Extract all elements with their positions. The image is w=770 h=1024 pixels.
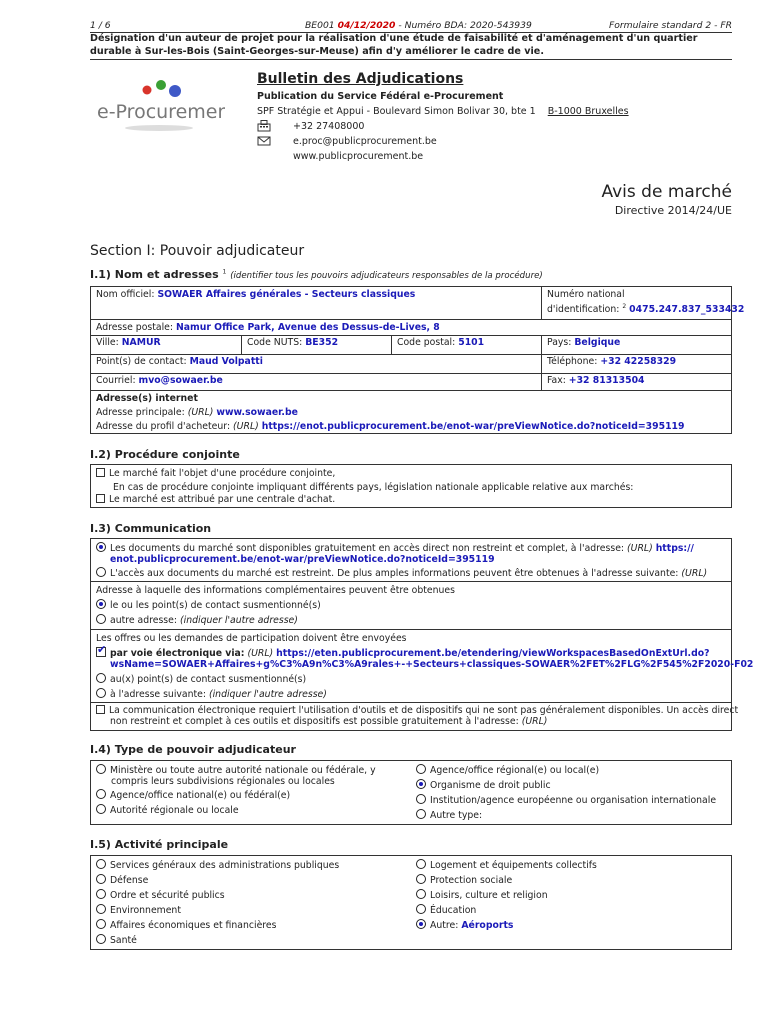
country: Belgique (574, 337, 621, 348)
joint-procedure-option[interactable]: Le marché fait l'objet d'une procédure conjointe, (96, 468, 726, 480)
central-purchasing-option[interactable]: Le marché est attribué par une centrale d'achat. (96, 494, 726, 506)
activity-public-order-radio[interactable] (96, 889, 106, 899)
notice-title: Avis de marché (601, 182, 732, 202)
postal-address-cell: Adresse postale: Namur Office Park, Avenue des Dessus-de-Lives, 8 (96, 322, 440, 333)
postal-code: 5101 (458, 337, 485, 348)
city-cell: Ville: NAMUR (96, 337, 161, 348)
central-purchasing-checkbox[interactable] (96, 494, 105, 503)
info-contact-option[interactable]: le ou les point(s) de contact susmentionné(s) (96, 599, 726, 612)
e-procurement-logo (95, 78, 225, 134)
submission-label: Les offres ou les demandes de participation doivent être envoyées (96, 633, 407, 644)
publication-info (257, 70, 677, 164)
section-title: Section I: Pouvoir adjudicateur (90, 243, 305, 259)
authority-regional-option[interactable]: Autorité régionale ou locale (96, 804, 726, 817)
authority-national-agency-radio[interactable] (96, 789, 106, 799)
activity-environment-option[interactable]: Environnement (96, 904, 726, 917)
nuts-cell: Code NUTS: BE352 (241, 335, 391, 354)
authority-regional-agency-option[interactable]: Agence/office régional(e) ou local(e) (416, 764, 726, 777)
nuts-code: BE352 (305, 337, 339, 348)
documents-free-option[interactable]: Les documents du marché sont disponibles gratuitement en accès direct non restreint et complet, à l'adresse: (URL) https:// (96, 542, 726, 555)
electronic-tools-option[interactable]: La communication électronique requiert l'utilisation d'outils et de dispositifs qui ne sont pas généralement disponibles. Un accès direct (96, 705, 726, 717)
activity-social-option[interactable]: Protection sociale (416, 874, 726, 887)
additional-info-label: Adresse à laquelle des informations complémentaires peuvent être obtenues (96, 585, 455, 596)
activity-leisure-radio[interactable] (416, 889, 426, 899)
submission-electronic-checkbox[interactable] (96, 647, 106, 657)
publication-address-row (257, 104, 677, 119)
publication-email[interactable]: e.proc@publicprocurement.be (293, 136, 437, 147)
country-cell: Pays: Belgique (541, 335, 732, 354)
publication-phone-row (257, 119, 677, 134)
fax: +32 81313504 (568, 375, 645, 386)
info-other-option[interactable]: autre adresse: (indiquer l'autre adresse) (96, 614, 726, 627)
joint-procedure-box (90, 464, 732, 508)
activity-other-option[interactable]: Autre: Aéroports (416, 919, 726, 932)
contact-person: Maud Volpatti (189, 356, 263, 367)
heading-i5: I.5) Activité principale (90, 838, 229, 851)
activity-defense-radio[interactable] (96, 874, 106, 884)
national-id-cell: Numéro national d'identification: $^2$ 0475.247.837_533432 (541, 287, 732, 319)
submission-contact-radio[interactable] (96, 673, 106, 683)
activity-public-order-option[interactable]: Ordre et sécurité publics (96, 889, 726, 902)
publication-phone: +32 27408000 (293, 121, 365, 132)
notice-reference: BE001 04/12/2020 - Numéro BDA: 2020-543939 (305, 20, 532, 31)
official-name: SOWAER Affaires générales - Secteurs classiques (157, 289, 416, 300)
form-type: Formulaire standard 2 - FR (608, 20, 732, 31)
electronic-tools-checkbox[interactable] (96, 705, 105, 714)
joint-procedure-checkbox[interactable] (96, 468, 105, 477)
submission-url[interactable]: wsName=SOWAER+Affaires+g%C3%A9n%C3%A9rales+-+Secteurs+classiques-SOWAER%2FET%2FLG%2F545%2F2020-F02 (110, 659, 754, 670)
authority-public-body-radio[interactable] (416, 779, 426, 789)
authority-public-body-option[interactable]: Organisme de droit public (416, 779, 726, 792)
documents-restricted-option[interactable]: L'accès aux documents du marché est restreint. De plus amples informations peuvent être obtenues à l'adresse suivante: (URL) (96, 567, 726, 580)
bulletin-title: Bulletin des Adjudications (257, 71, 464, 87)
notice-directive: Directive 2014/24/UE (614, 204, 732, 217)
email[interactable]: mvo@sowaer.be (138, 375, 223, 386)
publication-city: B-1000 Bruxelles (547, 106, 629, 117)
heading-i4: I.4) Type de pouvoir adjudicateur (90, 743, 296, 756)
authority-regional-agency-radio[interactable] (416, 764, 426, 774)
email-cell: Courriel: mvo@sowaer.be (96, 375, 223, 386)
info-other-radio[interactable] (96, 614, 106, 624)
main-activity-box (90, 855, 732, 950)
publication-web-row (257, 149, 677, 164)
subject-divider (90, 59, 732, 60)
fax-phone-icon (257, 120, 271, 132)
internet-cell: Adresse(s) internet Adresse principale: (URL) www.sowaer.be Adresse du profil d'acheteur: (URL) https://enot.publicprocurement.be/enot-war/preViewNotice.do?noticeId=395119 (96, 393, 685, 432)
documents-restricted-radio[interactable] (96, 567, 106, 577)
main-url[interactable]: www.sowaer.be (216, 407, 298, 418)
authority-ministry-radio[interactable] (96, 764, 106, 774)
authority-other-option[interactable]: Autre type: (416, 809, 726, 822)
documents-url[interactable]: enot.publicprocurement.be/enot-war/preViewNotice.do?noticeId=395119 (110, 554, 495, 565)
telephone: +32 42258329 (600, 356, 677, 367)
authority-eu-radio[interactable] (416, 794, 426, 804)
activity-economic-radio[interactable] (96, 919, 106, 929)
publication-subtitle: Publication du Service Fédéral e-Procurement (257, 91, 504, 102)
authority-regional-radio[interactable] (96, 804, 106, 814)
publication-address: SPF Stratégie et Appui - Boulevard Simon Bolivar 30, bte 1 (257, 106, 536, 117)
authority-ministry-option[interactable]: Ministère ou toute autre autorité nationale ou fédérale, y (96, 764, 726, 777)
addresses-table (90, 286, 745, 434)
publication-date: 04/12/2020 (337, 20, 396, 31)
activity-housing-option[interactable]: Logement et équipements collectifs (416, 859, 726, 872)
activity-health-radio[interactable] (96, 934, 106, 944)
national-id: 0475.247.837_533432 (629, 304, 745, 316)
activity-education-radio[interactable] (416, 904, 426, 914)
authority-eu-option[interactable]: Institution/agence européenne ou organisation internationale (416, 794, 726, 807)
submission-other-option[interactable]: à l'adresse suivante: (indiquer l'autre adresse) (96, 688, 726, 701)
postal-code-cell: Code postal: 5101 (391, 335, 541, 354)
electronic-tools-note: non restreint et complet à ces outils et dispositifs est possible gratuitement à l'adresse: (URL) (110, 716, 548, 727)
svg-text:e-Procurement: e-Procurement (97, 101, 225, 123)
activity-environment-radio[interactable] (96, 904, 106, 914)
activity-social-radio[interactable] (416, 874, 426, 884)
buyer-profile-url[interactable]: https://enot.publicprocurement.be/enot-war/preViewNotice.do?noticeId=395119 (261, 421, 685, 432)
documents-free-radio[interactable] (96, 542, 106, 552)
authority-ministry-cont: compris leurs subdivisions régionales ou locales (111, 776, 335, 787)
page-header (90, 20, 732, 32)
authority-type-box (90, 760, 732, 825)
info-contact-radio[interactable] (96, 599, 106, 609)
submission-contact-option[interactable]: au(x) point(s) de contact susmentionné(s) (96, 673, 726, 686)
page-number: 1 / 6 (90, 20, 111, 31)
activity-housing-radio[interactable] (416, 859, 426, 869)
activity-other-value: Aéroports (461, 920, 514, 931)
activity-other-radio[interactable] (416, 919, 426, 929)
activity-health-option[interactable]: Santé (96, 934, 726, 947)
activity-economic-option[interactable]: Affaires économiques et financières (96, 919, 726, 932)
envelope-icon (257, 135, 271, 147)
telephone-cell: Téléphone: +32 42258329 (541, 354, 732, 373)
joint-procedure-law: En cas de procédure conjointe impliquant différents pays, législation nationale applicable relative aux marchés: (113, 482, 634, 493)
authority-other-radio[interactable] (416, 809, 426, 819)
communication-box (90, 538, 754, 731)
authority-national-agency-option[interactable]: Agence/office national(e) ou fédéral(e) (96, 789, 726, 802)
publication-web[interactable]: www.publicprocurement.be (293, 151, 424, 162)
fax-cell: Fax: +32 81313504 (541, 373, 732, 390)
heading-i3: I.3) Communication (90, 522, 212, 535)
publication-email-row (257, 134, 677, 149)
activity-general-services-option[interactable]: Services généraux des administrations publiques (96, 859, 726, 872)
activity-defense-option[interactable]: Défense (96, 874, 726, 887)
heading-i2: I.2) Procédure conjointe (90, 448, 240, 461)
contact-cell: Point(s) de contact: Maud Volpatti (96, 356, 263, 367)
submission-other-radio[interactable] (96, 688, 106, 698)
notice-subject: Désignation d'un auteur de projet pour la réalisation d'une étude de faisabilité et d'aménagement d'un quartier durable à Sur-les-Bois (Saint-Georges-sur-Meuse) afin d'y améliorer le cadre de vie. (90, 33, 698, 57)
postal-address: Namur Office Park, Avenue des Dessus-de-Lives, 8 (175, 322, 440, 333)
city: NAMUR (121, 337, 161, 348)
activity-education-option[interactable]: Éducation (416, 904, 726, 917)
activity-general-services-radio[interactable] (96, 859, 106, 869)
notice-heading (601, 182, 732, 219)
official-name-cell: Nom officiel: SOWAER Affaires générales - Secteurs classiques (96, 289, 416, 300)
activity-leisure-option[interactable]: Loisirs, culture et religion (416, 889, 726, 902)
heading-i1: I.1) Nom et adresses $^1$ (identifier tous les pouvoirs adjudicateurs responsables de la procédure) (90, 268, 543, 281)
submission-electronic-option[interactable]: ✔par voie électronique via: (URL) https://eten.publicprocurement.be/etendering/viewWorkspacesBasedOnExtUrl.do? (96, 647, 726, 660)
